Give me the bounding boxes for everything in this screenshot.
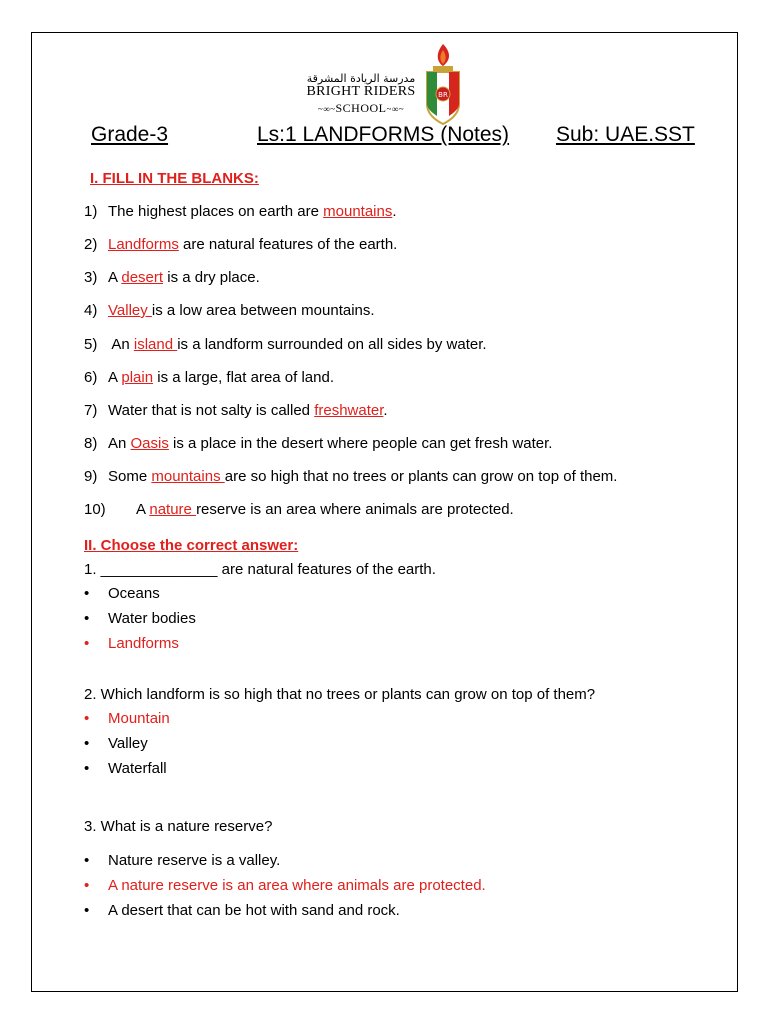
answer-option [84,902,400,919]
bullet-icon: • [84,610,90,627]
item-number: 9) [84,468,98,485]
fill-blank-item [84,336,487,353]
item-number: 4) [84,302,98,319]
bullet-icon: • [84,902,90,919]
answer-option [84,610,196,627]
item-number: 10) [84,501,106,518]
fill-blank-item [84,203,397,220]
item-text-before: Water that is not salty is called [108,402,315,419]
item-number: 7) [84,402,98,419]
fill-blank-item [84,369,334,386]
answer-option [84,585,160,602]
item-text-before: A [136,501,150,518]
option-label: Water bodies [108,610,196,627]
answer-blank: mountains [151,468,225,485]
bullet-icon: • [84,760,90,777]
item-number: 6) [84,369,98,386]
bullet-icon: • [84,710,90,727]
question-text: 3. What is a nature reserve? [84,818,273,835]
item-number: 5) [84,336,98,353]
item-text-before: An [108,435,131,452]
school-arabic-name: مدرسة الريادة المشرقة [306,72,416,85]
fill-blank-item [84,435,552,452]
answer-blank: freshwater [314,402,384,419]
answer-blank: Landforms [108,236,179,253]
answer-option [84,852,280,869]
item-text-after: is a place in the desert where people can get fresh water. [168,435,553,452]
answer-blank: island [133,336,178,353]
answer-blank: plain [121,369,154,386]
question-text: 2. Which landform is so high that no trees or plants can grow on top of them? [84,686,596,703]
question-text: 1. ______________ are natural features of the earth. [84,561,436,578]
item-text-after: is a low area between mountains. [151,302,375,319]
item-text-before: An [108,336,134,353]
item-text-after: is a landform surrounded on all sides by water. [177,336,487,353]
item-text-before: The highest places on earth are [108,203,324,220]
item-number: 2) [84,236,98,253]
item-text-after: are natural features of the earth. [178,236,398,253]
fill-blank-item [84,302,375,319]
item-text-after: . [383,402,388,419]
option-label: A desert that can be hot with sand and rock. [108,902,400,919]
answer-blank: mountains [323,203,393,220]
answer-blank: Valley [108,302,152,319]
option-label: Valley [108,735,148,752]
answer-option [84,760,167,777]
item-number: 8) [84,435,98,452]
fill-blank-item [84,468,617,485]
school-crest-icon [421,42,465,126]
bullet-icon: • [84,735,90,752]
option-label: Oceans [108,585,160,602]
fill-blank-item [84,236,397,253]
school-subname: ~∞~SCHOOL~∞~ [317,101,405,115]
answer-blank: nature [149,501,197,518]
item-text-before: A [108,269,122,286]
answer-blank: Oasis [130,435,169,452]
crest-text: BR [438,91,448,99]
option-label: Mountain [108,710,170,727]
fill-blank-item [84,501,514,518]
answer-option [84,710,170,727]
answer-option [84,735,148,752]
item-text-before: Some [108,468,152,485]
bullet-icon: • [84,852,90,869]
subject-label: Sub: UAE.SST [556,123,695,146]
item-number: 1) [84,203,98,220]
answer-option [84,877,486,894]
answer-blank: desert [121,269,164,286]
school-name: BRIGHT RIDERS [306,84,416,99]
grade-label: Grade-3 [91,123,169,146]
option-label: Waterfall [108,760,167,777]
item-text-after: is a large, flat area of land. [153,369,334,386]
fill-blank-item [84,269,260,286]
bullet-icon: • [84,585,90,602]
item-text-before: A [108,369,122,386]
section-fill-blanks-title: I. FILL IN THE BLANKS: [90,170,259,187]
item-text-after: reserve is an area where animals are protected. [196,501,514,518]
option-label: Nature reserve is a valley. [108,852,281,869]
item-number: 3) [84,269,98,286]
answer-option [84,635,179,652]
item-text-after: is a dry place. [163,269,260,286]
option-label: Landforms [108,635,179,652]
item-text-after: . [392,203,397,220]
item-text-after: are so high that no trees or plants can grow on top of them. [224,468,618,485]
section-choose-title: II. Choose the correct answer: [84,537,299,554]
bullet-icon: • [84,635,90,652]
option-label: A nature reserve is an area where animals are protected. [108,877,486,894]
bullet-icon: • [84,877,90,894]
lesson-title: Ls:1 LANDFORMS (Notes) [257,123,510,146]
fill-blank-item [84,402,388,419]
